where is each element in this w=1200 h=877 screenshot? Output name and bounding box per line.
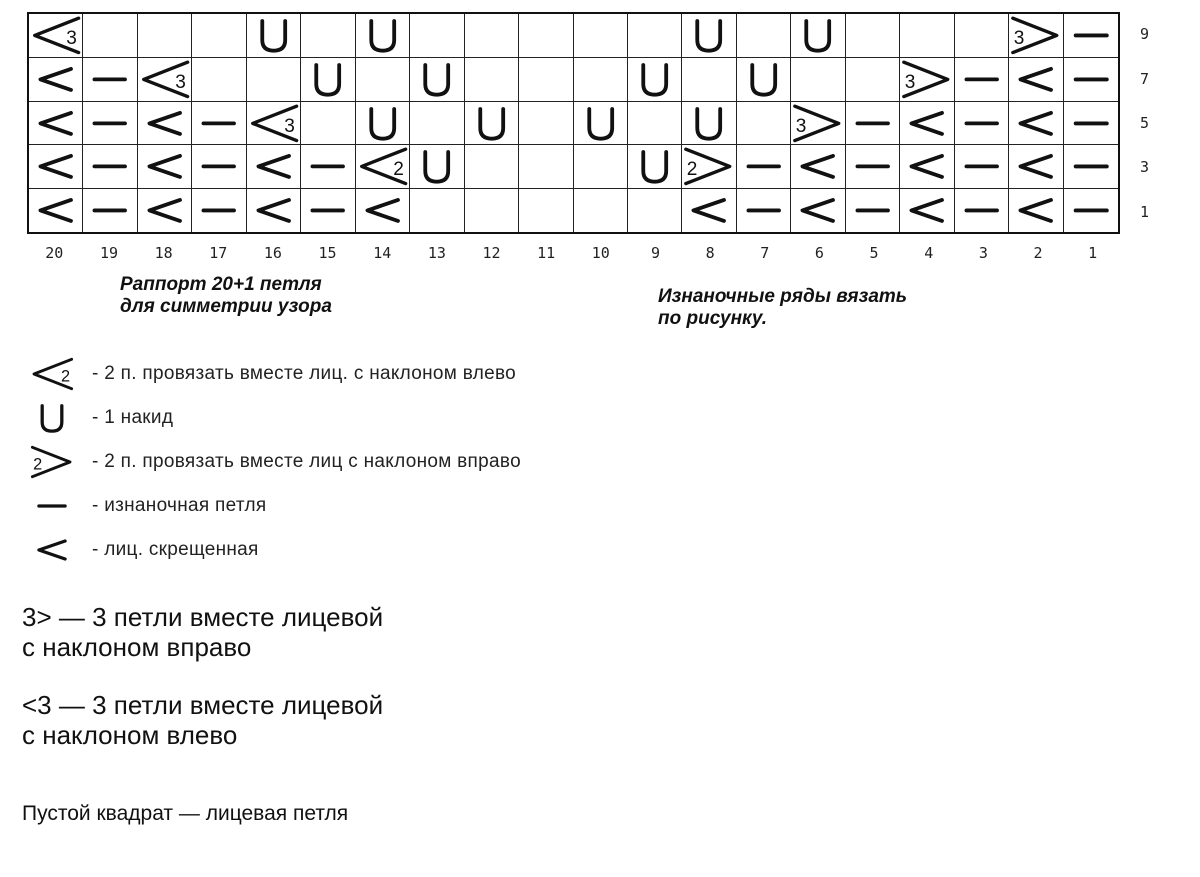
chart-cell	[737, 145, 791, 189]
purl-icon	[1064, 58, 1118, 101]
chart-cell	[465, 102, 519, 146]
chart-cell	[955, 58, 1009, 102]
knit-tbl-icon	[138, 189, 191, 232]
purl-icon	[83, 145, 136, 188]
yarn-over-icon	[410, 58, 463, 101]
legend-text: - лиц. скрещенная	[92, 539, 259, 560]
chart-cell	[83, 189, 137, 232]
svg-text:2: 2	[392, 159, 404, 181]
column-number: 7	[760, 244, 770, 262]
chart-cell	[247, 58, 301, 102]
chart-cell	[356, 58, 410, 102]
purl-icon	[955, 58, 1008, 101]
chart-cell	[1009, 14, 1063, 58]
wrong-side-note	[658, 286, 907, 330]
chart-cell	[29, 58, 83, 102]
chart-cell	[791, 14, 845, 58]
k3-left-note-line1: <3 — 3 петли вместе лицевой	[22, 690, 384, 720]
chart-cell	[138, 102, 192, 146]
yarn-over-icon	[465, 102, 518, 145]
chart-cell	[682, 58, 736, 102]
yarn-over-icon	[628, 58, 681, 101]
knit-tbl-icon	[29, 102, 82, 145]
knit-tbl-icon	[900, 102, 953, 145]
knitting-chart	[27, 12, 1120, 234]
knit-tbl-icon	[791, 189, 844, 232]
chart-cell	[192, 14, 246, 58]
column-number: 12	[482, 244, 501, 262]
chart-cell	[737, 58, 791, 102]
legend-item	[24, 532, 259, 568]
svg-text:2: 2	[33, 455, 43, 474]
chart-cell	[410, 58, 464, 102]
legend-item	[24, 400, 173, 436]
k2tog-left-icon	[24, 356, 80, 392]
svg-text:3: 3	[904, 71, 916, 93]
chart-cell	[410, 102, 464, 146]
chart-cell	[1064, 58, 1118, 102]
legend-item	[24, 444, 521, 480]
column-number: 4	[924, 244, 934, 262]
yarn-over-icon	[682, 102, 735, 145]
purl-icon	[301, 145, 354, 188]
chart-cell	[519, 14, 573, 58]
chart-cell	[192, 58, 246, 102]
knit-tbl-icon	[247, 145, 300, 188]
chart-cell	[846, 102, 900, 146]
column-number: 17	[209, 244, 228, 262]
k3tog-left-icon	[138, 58, 191, 101]
chart-cell	[83, 14, 137, 58]
legend-item	[24, 488, 266, 524]
yarn-over-icon	[247, 14, 300, 57]
yarn-over-icon	[301, 58, 354, 101]
chart-cell	[846, 14, 900, 58]
column-number: 16	[263, 244, 282, 262]
chart-cell	[682, 145, 736, 189]
chart-cell	[519, 145, 573, 189]
empty-square-note: Пустой квадрат — лицевая петля	[22, 802, 349, 825]
column-number: 10	[591, 244, 610, 262]
column-number: 14	[373, 244, 392, 262]
chart-cell	[247, 102, 301, 146]
chart-cell	[574, 14, 628, 58]
chart-cell	[574, 58, 628, 102]
chart-cell	[138, 189, 192, 232]
chart-cell	[301, 102, 355, 146]
chart-cell	[955, 14, 1009, 58]
chart-cell	[356, 189, 410, 232]
yarn-over-icon	[628, 145, 681, 188]
chart-cell	[628, 58, 682, 102]
chart-cell	[1009, 189, 1063, 232]
chart-cell	[1064, 145, 1118, 189]
chart-cell	[682, 102, 736, 146]
column-number: 15	[318, 244, 337, 262]
purl-icon	[955, 145, 1008, 188]
column-number: 3	[978, 244, 988, 262]
chart-cell	[682, 14, 736, 58]
purl-icon	[1064, 102, 1118, 145]
svg-text:2: 2	[687, 159, 698, 181]
knit-tbl-icon	[1009, 102, 1062, 145]
chart-cell	[791, 189, 845, 232]
knit-tbl-icon	[356, 189, 409, 232]
purl-icon	[737, 145, 790, 188]
knit-tbl-icon	[247, 189, 300, 232]
purl-icon	[83, 189, 136, 232]
chart-cell	[1064, 14, 1118, 58]
column-number: 13	[427, 244, 446, 262]
svg-text:3: 3	[284, 115, 295, 137]
knit-tbl-icon	[29, 189, 82, 232]
chart-cell	[410, 145, 464, 189]
k2tog-right-icon	[24, 444, 80, 480]
chart-cell	[465, 58, 519, 102]
column-number: 20	[45, 244, 64, 262]
chart-cell	[29, 145, 83, 189]
purl-icon	[192, 145, 245, 188]
row-number: 7	[1140, 69, 1150, 88]
column-number: 5	[869, 244, 879, 262]
chart-cell	[900, 14, 954, 58]
chart-cell	[900, 58, 954, 102]
yarn-over-icon	[410, 145, 463, 188]
k3tog-right-icon	[1009, 14, 1062, 57]
purl-icon	[301, 189, 354, 232]
chart-cell	[628, 189, 682, 232]
chart-cell	[791, 145, 845, 189]
wrong-side-note-line1: Изнаночные ряды вязать	[658, 286, 908, 307]
chart-cell	[29, 189, 83, 232]
repeat-note-line1: Раппорт 20+1 петля	[120, 274, 322, 295]
chart-cell	[29, 14, 83, 58]
chart-cell	[628, 102, 682, 146]
chart-cell	[737, 102, 791, 146]
chart-cell	[574, 189, 628, 232]
k2tog-left-icon	[356, 145, 409, 188]
chart-cell	[410, 14, 464, 58]
k3tog-right-icon	[791, 102, 844, 145]
legend-text: - изнаночная петля	[92, 495, 267, 516]
row-number: 5	[1140, 114, 1150, 132]
chart-cell	[737, 189, 791, 232]
chart-cell	[846, 58, 900, 102]
wrong-side-note-line2: по рисунку.	[658, 308, 768, 329]
chart-cell	[247, 145, 301, 189]
purl-icon	[1064, 145, 1118, 188]
k3-right-note-line1: 3> — 3 петли вместе лицевой	[22, 602, 384, 632]
chart-cell	[519, 102, 573, 146]
chart-cell	[192, 145, 246, 189]
chart-cell	[356, 14, 410, 58]
column-number: 11	[537, 244, 556, 262]
knit-tbl-icon	[900, 145, 953, 188]
purl-icon	[846, 189, 899, 232]
chart-cell	[356, 145, 410, 189]
knit-tbl-icon	[1009, 189, 1062, 232]
k3tog-left-icon	[29, 14, 82, 57]
k3-left-note-line2: с наклоном влево	[22, 720, 238, 750]
purl-icon	[24, 488, 80, 524]
k3tog-left-icon	[247, 102, 300, 145]
row-number: 3	[1140, 158, 1150, 177]
knit-tbl-icon	[791, 145, 844, 188]
chart-cell	[138, 58, 192, 102]
chart-cell	[519, 58, 573, 102]
chart-cell	[301, 14, 355, 58]
chart-cell	[138, 145, 192, 189]
chart-cell	[83, 102, 137, 146]
yarn-over-icon	[791, 14, 844, 57]
chart-cell	[247, 14, 301, 58]
chart-cell	[846, 189, 900, 232]
chart-cell	[737, 14, 791, 58]
chart-cell	[83, 58, 137, 102]
chart-cell	[247, 189, 301, 232]
purl-icon	[192, 102, 245, 145]
chart-cell	[574, 102, 628, 146]
chart-cell	[1009, 102, 1063, 146]
purl-icon	[83, 102, 136, 145]
legend-text: - 1 накид	[92, 407, 174, 428]
purl-icon	[955, 102, 1008, 145]
svg-text:2: 2	[61, 367, 71, 386]
chart-cell	[1009, 58, 1063, 102]
purl-icon	[955, 189, 1008, 232]
chart-cell	[301, 145, 355, 189]
column-number: 1	[1088, 244, 1098, 262]
chart-cell	[574, 145, 628, 189]
column-number: 6	[814, 244, 824, 262]
knit-tbl-icon	[900, 189, 953, 232]
yarn-over-icon	[356, 14, 409, 57]
chart-cell	[628, 14, 682, 58]
chart-cell	[628, 145, 682, 189]
column-number: 2	[1033, 244, 1043, 262]
chart-cell	[900, 189, 954, 232]
chart-cell	[138, 14, 192, 58]
chart-cell	[410, 189, 464, 232]
repeat-note-line2: для симметрии узора	[120, 296, 332, 317]
legend-item	[24, 356, 516, 392]
chart-cell	[955, 102, 1009, 146]
purl-icon	[846, 102, 899, 145]
yarn-over-icon	[24, 400, 80, 436]
knit-tbl-icon	[24, 532, 80, 568]
chart-cell	[465, 189, 519, 232]
chart-cell	[29, 102, 83, 146]
yarn-over-icon	[356, 102, 409, 145]
chart-cell	[1009, 145, 1063, 189]
k3-right-note	[22, 602, 383, 662]
chart-cell	[192, 189, 246, 232]
chart-cell	[682, 189, 736, 232]
chart-cell	[465, 145, 519, 189]
chart-cell	[465, 14, 519, 58]
row-number: 9	[1140, 25, 1150, 44]
chart-cell	[519, 189, 573, 232]
knit-tbl-icon	[1009, 58, 1062, 101]
chart-cell	[356, 102, 410, 146]
chart-cell	[301, 58, 355, 102]
chart-cell	[791, 102, 845, 146]
svg-text:3: 3	[66, 27, 77, 49]
legend-text: - 2 п. провязать вместе лиц с наклоном вправо	[92, 451, 521, 472]
knit-tbl-icon	[138, 102, 191, 145]
svg-text:3: 3	[175, 71, 186, 93]
purl-icon	[1064, 14, 1118, 57]
chart-cell	[955, 145, 1009, 189]
knit-tbl-icon	[682, 189, 735, 232]
purl-icon	[846, 145, 899, 188]
chart-cell	[1064, 102, 1118, 146]
knit-tbl-icon	[138, 145, 191, 188]
chart-cell	[955, 189, 1009, 232]
knit-tbl-icon	[1009, 145, 1062, 188]
svg-text:3: 3	[796, 115, 807, 137]
chart-cell	[1064, 189, 1118, 232]
chart-cell	[301, 189, 355, 232]
repeat-note	[120, 274, 332, 318]
yarn-over-icon	[737, 58, 790, 101]
k3tog-right-icon	[900, 58, 953, 101]
k3-left-note	[22, 690, 383, 750]
column-number: 8	[705, 244, 715, 262]
purl-icon	[192, 189, 245, 232]
purl-icon	[83, 58, 136, 101]
yarn-over-icon	[682, 14, 735, 57]
row-number: 1	[1140, 202, 1150, 221]
yarn-over-icon	[574, 102, 627, 145]
chart-cell	[900, 145, 954, 189]
chart-cell	[83, 145, 137, 189]
chart-cell	[791, 58, 845, 102]
purl-icon	[1064, 189, 1118, 232]
purl-icon	[737, 189, 790, 232]
knit-tbl-icon	[29, 58, 82, 101]
column-number: 18	[154, 244, 173, 262]
chart-cell	[192, 102, 246, 146]
chart-cell	[900, 102, 954, 146]
column-number: 9	[650, 244, 660, 262]
chart-cell	[846, 145, 900, 189]
k3-right-note-line2: с наклоном вправо	[22, 632, 252, 662]
legend-text: - 2 п. провязать вместе лиц. с наклоном влево	[92, 363, 517, 384]
svg-text:3: 3	[1013, 27, 1025, 49]
k2tog-right-icon	[682, 145, 735, 188]
knit-tbl-icon	[29, 145, 82, 188]
column-number: 19	[99, 244, 118, 262]
